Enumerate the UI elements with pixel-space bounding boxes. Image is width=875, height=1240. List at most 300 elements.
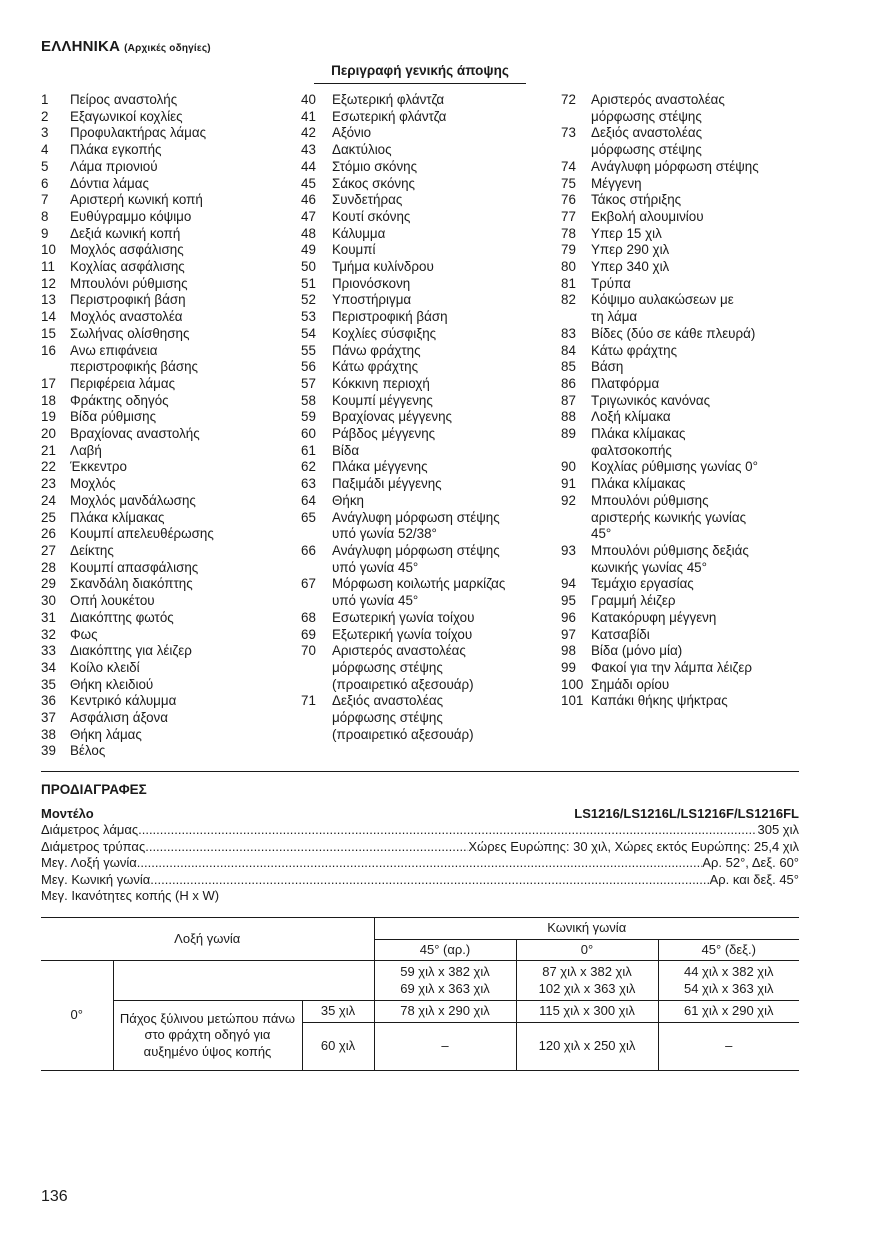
part-item	[301, 109, 551, 126]
spec-capacity-label: Μεγ. Ικανότητες κοπής (Η x W)	[41, 888, 220, 904]
part-number: 55	[301, 342, 316, 358]
part-number: 53	[301, 309, 316, 325]
part-name: Τεμάχιο εργασίας	[591, 576, 694, 592]
part-number: 11	[41, 259, 55, 275]
part-name: Λάμα πριονιού	[70, 158, 158, 174]
part-item	[301, 510, 551, 543]
part-name: Λαβή	[70, 442, 102, 458]
part-item	[41, 443, 291, 460]
part-number: 24	[41, 492, 56, 508]
part-name: Κοχλίες σύσφιξης	[332, 325, 437, 341]
part-item	[301, 142, 551, 159]
part-number: 49	[301, 242, 316, 258]
part-item	[301, 643, 551, 693]
part-name: Πλάκα κλίμακας	[591, 476, 686, 492]
part-name: Πλατφόρμα	[591, 375, 660, 391]
part-number: 83	[561, 325, 576, 341]
part-item	[41, 510, 291, 527]
part-number: 99	[561, 659, 576, 675]
part-number: 36	[41, 693, 56, 709]
part-number: 63	[301, 476, 316, 492]
part-item	[561, 92, 801, 125]
part-number: 58	[301, 392, 316, 408]
part-name: Βάση	[591, 359, 624, 375]
part-number: 51	[301, 275, 316, 291]
part-name: Θήκη	[332, 492, 365, 508]
part-item	[41, 176, 291, 193]
part-number: 64	[301, 492, 316, 508]
part-item	[41, 627, 291, 644]
part-name: Διακόπτης φωτός	[70, 609, 174, 625]
part-name: Φακοί για την λάμπα λέιζερ	[591, 659, 752, 675]
part-name: Μπουλόνι ρύθμισης αριστερής κωνικής γωνίας 45°	[591, 492, 747, 542]
part-item	[561, 125, 801, 158]
part-name: Γραμμή λέιζερ	[591, 593, 676, 609]
spec-line	[41, 855, 799, 872]
part-item	[561, 276, 801, 293]
part-name: Κόψιμο αυλακώσεων με τη λάμα	[591, 292, 734, 325]
part-number: 18	[41, 392, 56, 408]
part-name: Παξιμάδι μέγγενης	[332, 476, 442, 492]
part-item	[561, 292, 801, 325]
part-name: Πριονόσκονη	[332, 275, 411, 291]
part-item	[561, 576, 801, 593]
part-name: Σκανδάλη διακόπτης	[70, 576, 193, 592]
part-number: 96	[561, 609, 576, 625]
part-number: 9	[41, 225, 49, 241]
part-item	[301, 426, 551, 443]
part-name: Μοχλός μανδάλωσης	[70, 492, 196, 508]
part-name: Αριστερή κωνική κοπή	[70, 192, 203, 208]
part-number: 91	[561, 476, 576, 492]
language-title: ΕΛΛΗΝΙΚΑ	[41, 38, 121, 55]
part-number: 14	[41, 309, 56, 325]
part-item	[561, 192, 801, 209]
part-item	[41, 560, 291, 577]
overview-title: Περιγραφή γενικής άποψης	[314, 63, 526, 84]
part-item	[41, 259, 291, 276]
part-name: Κοχλίας ρύθμισης γωνίας 0°	[591, 459, 758, 475]
part-item	[561, 409, 801, 426]
part-number: 66	[301, 542, 316, 558]
part-number: 56	[301, 359, 316, 375]
capacity-cell: –	[374, 1023, 516, 1071]
part-item	[41, 125, 291, 142]
part-number: 54	[301, 325, 316, 341]
part-number: 88	[561, 409, 576, 425]
part-name: Δεξιός αναστολέας μόρφωσης στέψης	[591, 125, 703, 158]
part-number: 33	[41, 643, 56, 659]
spec-value: Αρ. 52°, Δεξ. 60°	[702, 855, 799, 871]
part-item	[41, 409, 291, 426]
part-number: 13	[41, 292, 56, 308]
part-item	[301, 476, 551, 493]
part-number: 34	[41, 659, 56, 675]
part-number: 80	[561, 259, 576, 275]
part-number: 65	[301, 509, 316, 525]
part-number: 43	[301, 142, 316, 158]
part-number: 71	[301, 693, 316, 709]
part-name: Στόμιο σκόνης	[332, 158, 418, 174]
part-item	[41, 226, 291, 243]
part-number: 76	[561, 192, 576, 208]
language-subtitle: (Αρχικές οδηγίες)	[124, 43, 211, 54]
part-number: 7	[41, 192, 49, 208]
part-number: 52	[301, 292, 316, 308]
part-number: 57	[301, 375, 316, 391]
part-name: Μέγγενη	[591, 175, 642, 191]
part-item	[41, 376, 291, 393]
part-item	[41, 109, 291, 126]
miter-angle-header: Λοξή γωνία	[41, 918, 374, 961]
part-name: Τάκος στήριξης	[591, 192, 682, 208]
part-item	[41, 459, 291, 476]
spec-line	[41, 872, 799, 889]
part-item	[561, 326, 801, 343]
part-item	[301, 209, 551, 226]
part-number: 41	[301, 108, 316, 124]
part-number: 85	[561, 359, 576, 375]
spec-value: Χώρες Ευρώπης: 30 χιλ, Χώρες εκτός Ευρώπης: 25,4 χιλ	[468, 838, 799, 854]
part-name: Θήκη κλειδιού	[70, 676, 154, 692]
part-name: Βραχίονας μέγγενης	[332, 409, 452, 425]
part-name: Μοχλός ασφάλισης	[70, 242, 184, 258]
part-item	[41, 292, 291, 309]
part-number: 40	[301, 92, 316, 107]
part-number: 74	[561, 158, 576, 174]
part-name: Φράκτης οδηγός	[70, 392, 169, 408]
part-item	[301, 92, 551, 109]
part-number: 89	[561, 426, 576, 442]
part-item	[301, 576, 551, 609]
spec-label: Διάμετρος τρύπας	[41, 838, 146, 854]
cutting-capacity-table	[41, 917, 799, 1071]
part-name: Πλάκα μέγγενης	[332, 459, 428, 475]
part-name: Δεξιός αναστολέας μόρφωσης στέψης (προαιρετικό αξεσουάρ)	[332, 693, 474, 742]
part-name: Βίδα (μόνο μία)	[591, 643, 683, 659]
part-name: Υπερ 290 χιλ	[591, 242, 670, 258]
part-number: 26	[41, 526, 56, 542]
part-name: Δακτύλιος	[332, 142, 392, 158]
spec-line	[41, 839, 799, 856]
part-name: Ανάγλυφη μόρφωση στέψης	[591, 158, 759, 174]
part-number: 21	[41, 442, 56, 458]
part-item	[41, 343, 291, 376]
part-number: 97	[561, 626, 576, 642]
part-item	[301, 443, 551, 460]
part-item	[301, 359, 551, 376]
part-number: 22	[41, 459, 56, 475]
part-number: 27	[41, 542, 56, 558]
thickness-cell: 60 χιλ	[302, 1023, 374, 1071]
part-name: Εξωτερική φλάντζα	[332, 92, 445, 107]
part-name: Σημάδι ορίου	[591, 676, 670, 692]
part-name: Κουτί σκόνης	[332, 208, 411, 224]
part-name: Τριγωνικός κανόνας	[591, 392, 711, 408]
part-name: Εξωτερική γωνία τοίχου	[332, 626, 473, 642]
part-item	[41, 693, 291, 710]
spec-line	[41, 822, 799, 839]
part-number: 8	[41, 208, 49, 224]
part-name: Πλάκα κλίμακας φαλτσοκοπής	[591, 426, 686, 458]
part-number: 6	[41, 175, 49, 191]
part-name: Ανάγλυφη μόρφωση στέψης υπό γωνία 45°	[332, 542, 500, 575]
part-name: Κάλυμμα	[332, 225, 386, 241]
capacity-cell: 120 χιλ x 250 χιλ	[516, 1023, 658, 1071]
part-number: 72	[561, 92, 576, 107]
part-number: 16	[41, 342, 56, 358]
part-number: 50	[301, 259, 316, 275]
part-number: 48	[301, 225, 316, 241]
part-item	[301, 459, 551, 476]
part-number: 39	[41, 743, 56, 759]
spec-label: Μεγ. Κωνική γωνία	[41, 871, 151, 887]
part-item	[301, 309, 551, 326]
part-number: 42	[301, 125, 316, 141]
part-name: Τμήμα κυλίνδρου	[332, 259, 434, 275]
part-item	[301, 376, 551, 393]
part-number: 15	[41, 325, 56, 341]
capacity-cell: 44 χιλ x 382 χιλ 54 χιλ x 363 χιλ	[658, 961, 799, 1001]
part-name: Περιστροφική βάση	[70, 292, 186, 308]
part-number: 3	[41, 125, 49, 141]
part-number: 67	[301, 576, 316, 592]
spec-capacity-line	[41, 888, 799, 905]
part-number: 84	[561, 342, 576, 358]
part-item	[41, 192, 291, 209]
spec-model-label: Μοντέλο	[41, 806, 94, 821]
part-number: 98	[561, 643, 576, 659]
part-name: Δεξιά κωνική κοπή	[70, 225, 181, 241]
capacity-cell: 115 χιλ x 300 χιλ	[516, 1001, 658, 1023]
bevel-col-left-45: 45° (αρ.)	[374, 939, 516, 961]
part-item	[561, 259, 801, 276]
part-item	[561, 660, 801, 677]
part-name: Αριστερός αναστολέας μόρφωσης στέψης	[591, 92, 725, 124]
part-item	[41, 493, 291, 510]
part-number: 35	[41, 676, 56, 692]
part-item	[301, 393, 551, 410]
part-name: Κάτω φράχτης	[332, 359, 419, 375]
part-number: 92	[561, 492, 576, 508]
part-item	[301, 326, 551, 343]
part-item	[301, 226, 551, 243]
bevel-col-right-45: 45° (δεξ.)	[658, 939, 799, 961]
part-number: 5	[41, 158, 49, 174]
specs-heading: ΠΡΟΔΙΑΓΡΑΦΕΣ	[41, 782, 147, 797]
part-item	[41, 426, 291, 443]
capacity-cell: –	[658, 1023, 799, 1071]
part-item	[41, 309, 291, 326]
part-number: 29	[41, 576, 56, 592]
part-name: Δείκτης	[70, 542, 114, 558]
part-item	[301, 493, 551, 510]
spec-label: Μεγ. Λοξή γωνία	[41, 855, 137, 871]
part-item	[41, 142, 291, 159]
part-item	[561, 459, 801, 476]
part-number: 4	[41, 142, 49, 158]
part-number: 47	[301, 208, 316, 224]
part-item	[561, 543, 801, 576]
part-number: 82	[561, 292, 576, 308]
part-number: 28	[41, 559, 56, 575]
page-number: 136	[41, 1188, 68, 1205]
part-name: Κατσαβίδι	[591, 626, 650, 642]
part-item	[561, 242, 801, 259]
part-number: 2	[41, 108, 49, 124]
part-name: Υποστήριγμα	[332, 292, 412, 308]
part-item	[41, 543, 291, 560]
part-item	[301, 543, 551, 576]
part-name: Μπουλόνι ρύθμισης δεξιάς κωνικής γωνίας 45°	[591, 542, 749, 575]
part-number: 93	[561, 542, 576, 558]
bevel-col-0: 0°	[516, 939, 658, 961]
part-name: Μοχλός	[70, 476, 116, 492]
part-item	[301, 242, 551, 259]
part-item	[41, 727, 291, 744]
parts-list-column-1	[41, 92, 291, 760]
part-number: 37	[41, 710, 56, 726]
part-item	[41, 242, 291, 259]
part-number: 95	[561, 593, 576, 609]
part-name: Κουμπί απασφάλισης	[70, 559, 199, 575]
part-name: Βραχίονας αναστολής	[70, 426, 200, 442]
part-name: Κεντρικό κάλυμμα	[70, 693, 177, 709]
part-name: Θήκη λάμας	[70, 726, 142, 742]
part-item	[41, 576, 291, 593]
part-name: Πλάκα εγκοπής	[70, 142, 162, 158]
part-number: 86	[561, 375, 576, 391]
part-name: Ασφάλιση άξονα	[70, 710, 168, 726]
part-name: Πείρος αναστολής	[70, 92, 178, 107]
part-number: 31	[41, 609, 56, 625]
part-item	[41, 276, 291, 293]
blank-cell	[113, 961, 374, 1001]
part-item	[561, 610, 801, 627]
part-number: 38	[41, 726, 56, 742]
part-number: 78	[561, 225, 576, 241]
part-number: 20	[41, 426, 56, 442]
part-item	[301, 276, 551, 293]
part-item	[301, 192, 551, 209]
spec-value: 305 χιλ	[757, 822, 799, 837]
thickness-cell: 35 χιλ	[302, 1001, 374, 1023]
part-name: Βίδα ρύθμισης	[70, 409, 157, 425]
language-header	[41, 38, 211, 55]
part-number: 69	[301, 626, 316, 642]
part-name: Καπάκι θήκης ψήκτρας	[591, 693, 728, 709]
part-item	[301, 259, 551, 276]
capacity-cell: 59 χιλ x 382 χιλ 69 χιλ x 363 χιλ	[374, 961, 516, 1001]
part-item	[561, 476, 801, 493]
part-name: Κόκκινη περιοχή	[332, 375, 430, 391]
part-item	[561, 593, 801, 610]
part-number: 73	[561, 125, 576, 141]
spec-model-value: LS1216/LS1216L/LS1216F/LS1216FL	[574, 806, 799, 821]
part-name: Εξαγωνικοί κοχλίες	[70, 108, 183, 124]
part-name: Ανάγλυφη μόρφωση στέψης υπό γωνία 52/38°	[332, 509, 500, 542]
part-name: Εσωτερική φλάντζα	[332, 108, 447, 124]
part-item	[301, 693, 551, 743]
part-item	[301, 292, 551, 309]
part-name: Κουμπί απελευθέρωσης	[70, 526, 214, 542]
part-number: 25	[41, 509, 56, 525]
part-number: 23	[41, 476, 56, 492]
part-name: Αξόνιο	[332, 125, 372, 141]
part-item	[561, 376, 801, 393]
part-name: Πλάκα κλίμακας	[70, 509, 165, 525]
capacity-cell: 78 χιλ x 290 χιλ	[374, 1001, 516, 1023]
part-item	[561, 627, 801, 644]
part-number: 94	[561, 576, 576, 592]
part-name: Σωλήνας ολίσθησης	[70, 325, 190, 341]
part-name: Μοχλός αναστολέα	[70, 309, 183, 325]
part-number: 90	[561, 459, 576, 475]
part-item	[561, 643, 801, 660]
part-item	[301, 125, 551, 142]
part-number: 81	[561, 275, 576, 291]
part-name: Υπερ 15 χιλ	[591, 225, 662, 241]
section-divider	[41, 771, 799, 772]
part-number: 79	[561, 242, 576, 258]
part-item	[41, 393, 291, 410]
part-item	[41, 643, 291, 660]
part-name: Κάτω φράχτης	[591, 342, 678, 358]
part-name: Υπερ 340 χιλ	[591, 259, 670, 275]
part-item	[41, 159, 291, 176]
part-item	[301, 159, 551, 176]
part-name: Περιφέρεια λάμας	[70, 375, 176, 391]
capacity-cell: 87 χιλ x 382 χιλ 102 χιλ x 363 χιλ	[516, 961, 658, 1001]
facing-thickness-label: Πάχος ξύλινου μετώπου πάνω στο φράχτη οδηγό για αυξημένο ύψος κοπής	[113, 1001, 302, 1071]
part-name: Δόντια λάμας	[70, 175, 149, 191]
part-name: Κουμπί μέγγενης	[332, 392, 433, 408]
spec-label: Διάμετρος λάμας	[41, 822, 139, 837]
part-item	[41, 593, 291, 610]
part-number: 100	[561, 676, 584, 692]
part-item	[41, 92, 291, 109]
part-item	[561, 359, 801, 376]
spec-model-row	[41, 806, 799, 821]
part-item	[561, 493, 801, 543]
part-item	[41, 743, 291, 760]
part-number: 60	[301, 426, 316, 442]
part-name: Πάνω φράχτης	[332, 342, 421, 358]
part-number: 44	[301, 158, 316, 174]
part-name: Βίδα	[332, 442, 360, 458]
part-name: Ευθύγραμμο κόψιμο	[70, 208, 192, 224]
part-item	[41, 677, 291, 694]
part-item	[301, 176, 551, 193]
part-number: 1	[41, 92, 49, 107]
part-item	[561, 176, 801, 193]
part-number: 32	[41, 626, 56, 642]
part-name: Φως	[70, 626, 98, 642]
part-name: Έκκεντρο	[70, 459, 127, 475]
spec-value: Αρ. και δεξ. 45°	[709, 871, 799, 887]
part-number: 87	[561, 392, 576, 408]
bevel-angle-header: Κωνική γωνία	[374, 918, 799, 940]
part-item	[301, 343, 551, 360]
part-number: 70	[301, 643, 316, 659]
part-name: Εσωτερική γωνία τοίχου	[332, 609, 475, 625]
part-item	[301, 627, 551, 644]
part-item	[561, 393, 801, 410]
part-number: 68	[301, 609, 316, 625]
part-item	[41, 660, 291, 677]
part-name: Κατακόρυφη μέγγενη	[591, 609, 717, 625]
part-name: Τρύπα	[591, 275, 631, 291]
